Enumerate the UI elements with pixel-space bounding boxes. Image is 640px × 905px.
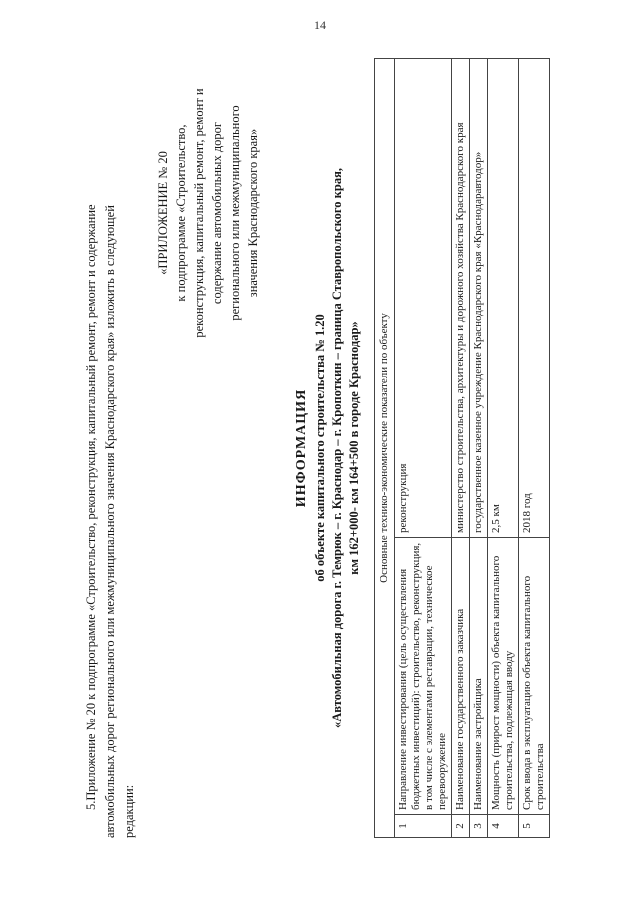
intro-line: автомобильных дорог регионального или межмуниципального значения Краснодарского края» изложить в следующей	[103, 205, 117, 838]
table-header: Основные технико-экономические показатели по объекту	[375, 59, 395, 838]
row-number: 4	[488, 815, 519, 838]
page-number: 14	[314, 18, 326, 32]
appendix-line: значения Краснодарского края»	[246, 128, 260, 298]
table-row	[395, 59, 452, 838]
row-name: Направление инвестирования (цель осуществления бюджетных инвестиций): строительство, реконструкция, в том числе с элементами реставрации, техническое перевооружение	[395, 538, 452, 815]
heading-line: км 162+000- км 164+500 в городе Краснодар»	[347, 321, 361, 575]
appendix-line: реконструкция, капитальный ремонт, ремонт и	[192, 88, 206, 338]
table-header-row	[375, 59, 395, 838]
table-row	[470, 59, 488, 838]
intro-paragraph	[82, 58, 139, 838]
intro-line: 5.Приложение № 20 к подпрограмме «Строительство, реконструкция, капитальный ремонт, ремонт и содержание	[84, 204, 98, 810]
row-number: 5	[519, 815, 550, 838]
row-name: Срок ввода в эксплуатацию объекта капитального строительства	[519, 538, 550, 815]
row-value: министерство строительства, архитектуры и дорожного хозяйства Краснодарского края	[452, 59, 470, 538]
row-value: 2,5 км	[488, 59, 519, 538]
table-row	[452, 59, 470, 838]
row-number: 1	[395, 815, 452, 838]
document-heading	[292, 58, 363, 838]
appendix-line: регионального или межмуниципального	[228, 105, 242, 321]
appendix-line: содержание автомобильных дорог	[210, 121, 224, 305]
appendix-line: «ПРИЛОЖЕНИЕ № 20	[156, 151, 170, 275]
info-table	[374, 58, 550, 838]
table-row	[519, 59, 550, 838]
rotated-content	[82, 58, 582, 838]
row-name: Наименование застройщика	[470, 538, 488, 815]
table-row	[488, 59, 519, 838]
appendix-block	[154, 58, 262, 368]
row-value: государственное казенное учреждение Краснодарского края «Краснодаравтодор»	[470, 59, 488, 538]
heading-line: об объекте капитального строительства № 1.20	[313, 314, 327, 582]
heading-title: ИНФОРМАЦИЯ	[294, 388, 309, 508]
row-number: 3	[470, 815, 488, 838]
row-name: Мощность (прирост мощности) объекта капитального строительства, подлежащая вводу	[488, 538, 519, 815]
row-number: 2	[452, 815, 470, 838]
row-name: Наименование государственного заказчика	[452, 538, 470, 815]
row-value: 2018 год	[519, 59, 550, 538]
appendix-line: к подпрограмме «Строительство,	[174, 124, 188, 302]
row-value: реконструкция	[395, 59, 452, 538]
intro-line: редакции:	[122, 784, 136, 838]
heading-line: «Автомобильная дорога г. Темрюк – г. Краснодар – г. Кропоткин – граница Ставропольского края,	[330, 168, 344, 728]
